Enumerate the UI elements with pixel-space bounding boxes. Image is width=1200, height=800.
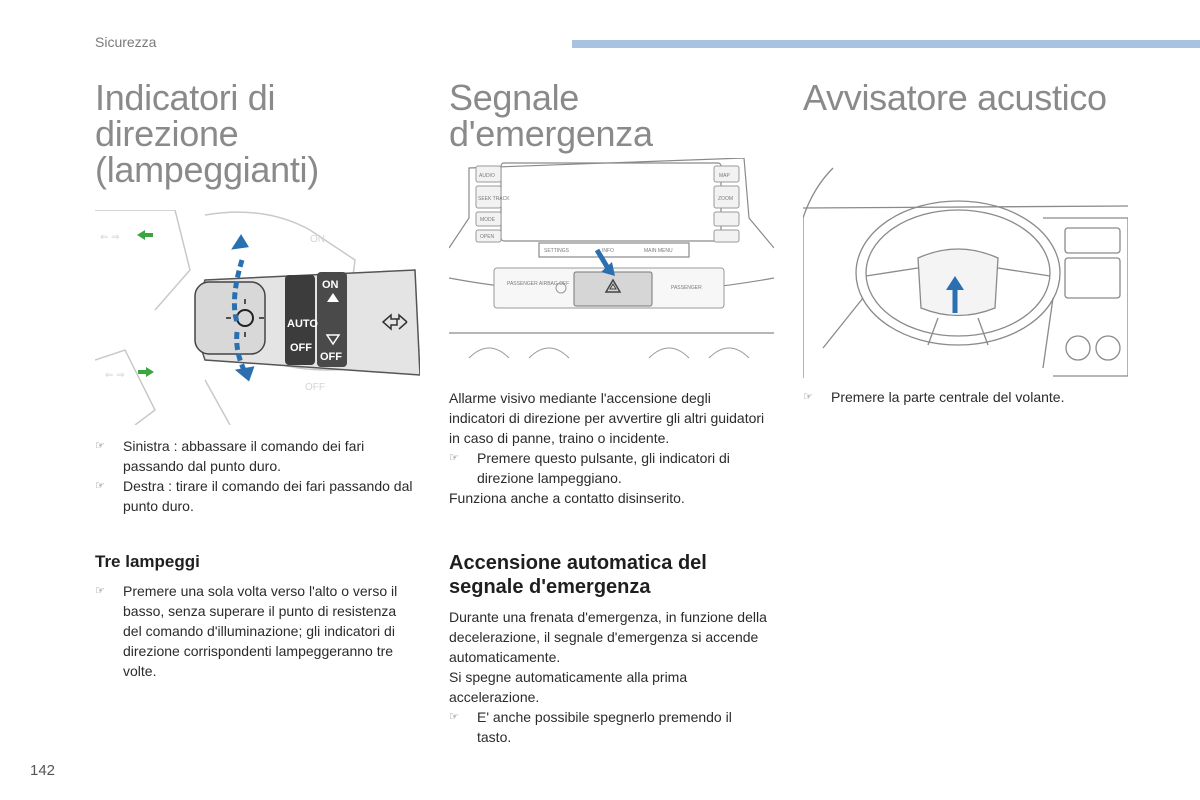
auto-hazard-bullet: E' anche possibile spegnerlo premendo il tasto. <box>477 709 732 745</box>
auto-hazard-text <box>449 607 769 747</box>
title-turn-signals: Indicatori di direzione (lampeggianti) <box>95 77 319 190</box>
page-number: 142 <box>30 762 56 779</box>
stalk-label-auto: AUTO <box>287 318 318 330</box>
pointing-hand-icon: ☞ <box>803 391 813 403</box>
stalk-label-off2: OFF <box>320 351 342 363</box>
svg-text:⇐ ⇒: ⇐ ⇒ <box>105 370 125 381</box>
pointing-hand-icon: ☞ <box>449 711 459 723</box>
pointing-hand-icon: ☞ <box>449 452 459 464</box>
horn-bullets <box>803 387 1123 407</box>
title-hazard: Segnale d'emergenza <box>449 77 653 154</box>
label-open: OPEN <box>480 234 495 240</box>
turn-signal-stalk-figure <box>95 210 420 425</box>
label-mode: MODE <box>480 217 495 223</box>
auto-hazard-para2: Si spegne automaticamente alla prima accelerazione. <box>449 669 688 705</box>
bullet-text-three-flash: Premere una sola volta verso l'alto o verso il basso, senza superare il punto di resistenza del comando d'illuminazione; gli indicatori di direzione corrispondenti lampeggeranno tre volte. <box>123 583 398 679</box>
title-horn: Avvisatore acustico <box>803 77 1107 118</box>
label-zoom: ZOOM <box>718 196 733 202</box>
label-map: MAP <box>719 173 730 179</box>
column-horn <box>803 77 1133 118</box>
list-item <box>95 581 405 681</box>
label-info: INFO <box>602 248 614 254</box>
pointing-hand-icon: ☞ <box>95 585 105 597</box>
bullet-text-right: Destra : tirare il comando dei fari passando dal punto duro. <box>123 478 413 514</box>
horn-bullet-text: Premere la parte centrale del volante. <box>831 389 1065 405</box>
subheading-tre-lampeggi: Tre lampeggi <box>95 552 200 571</box>
list-item <box>449 448 769 488</box>
subheading-auto-hazard: Accensione automatica del segnale d'emergenza <box>449 552 707 598</box>
list-item <box>449 707 769 747</box>
hazard-intro: Allarme visivo mediante l'accensione degli indicatori di direzione per avvertire gli altri guidatori in caso di panne, traino o incidente. <box>449 390 765 446</box>
stalk-label-off: OFF <box>290 342 312 354</box>
hazard-note: Funziona anche a contatto disinserito. <box>449 490 685 506</box>
bullet-text-left: Sinistra : abbassare il comando dei fari passando dal punto duro. <box>123 438 365 474</box>
label-passenger-airbag: PASSENGER AIRBAG OFF <box>507 281 570 287</box>
list-item <box>95 476 425 516</box>
tre-lampeggi-bullets <box>95 581 405 681</box>
list-item <box>803 387 1123 407</box>
auto-hazard-para1: Durante una frenata d'emergenza, in funzione della decelerazione, il segnale d'emergenza si accende automaticamente. <box>449 609 767 665</box>
section-label: Sicurezza <box>95 34 157 50</box>
svg-text:ON: ON <box>310 234 325 245</box>
pointing-hand-icon: ☞ <box>95 480 105 492</box>
steering-wheel-figure <box>803 158 1128 378</box>
hazard-bullet-text: Premere questo pulsante, gli indicatori di direzione lampeggiano. <box>477 450 730 486</box>
pointing-hand-icon: ☞ <box>95 440 105 452</box>
list-item <box>95 436 425 476</box>
label-audio: AUDIO <box>479 173 495 179</box>
column-turn-signals <box>95 77 425 190</box>
hazard-text-block <box>449 388 769 508</box>
label-passenger: PASSENGER <box>671 285 702 291</box>
svg-text:OFF: OFF <box>305 382 325 393</box>
stalk-label-on: ON <box>322 279 339 291</box>
label-seek-track: SEEK TRACK <box>478 196 510 202</box>
label-settings: SETTINGS <box>544 248 570 254</box>
column-hazard <box>449 77 779 154</box>
label-main-menu: MAIN MENU <box>644 248 673 254</box>
svg-text:⇐ ⇒: ⇐ ⇒ <box>100 232 120 243</box>
hazard-button-figure <box>449 158 774 378</box>
turn-signal-bullets <box>95 436 425 516</box>
header-accent-bar <box>572 40 1200 48</box>
